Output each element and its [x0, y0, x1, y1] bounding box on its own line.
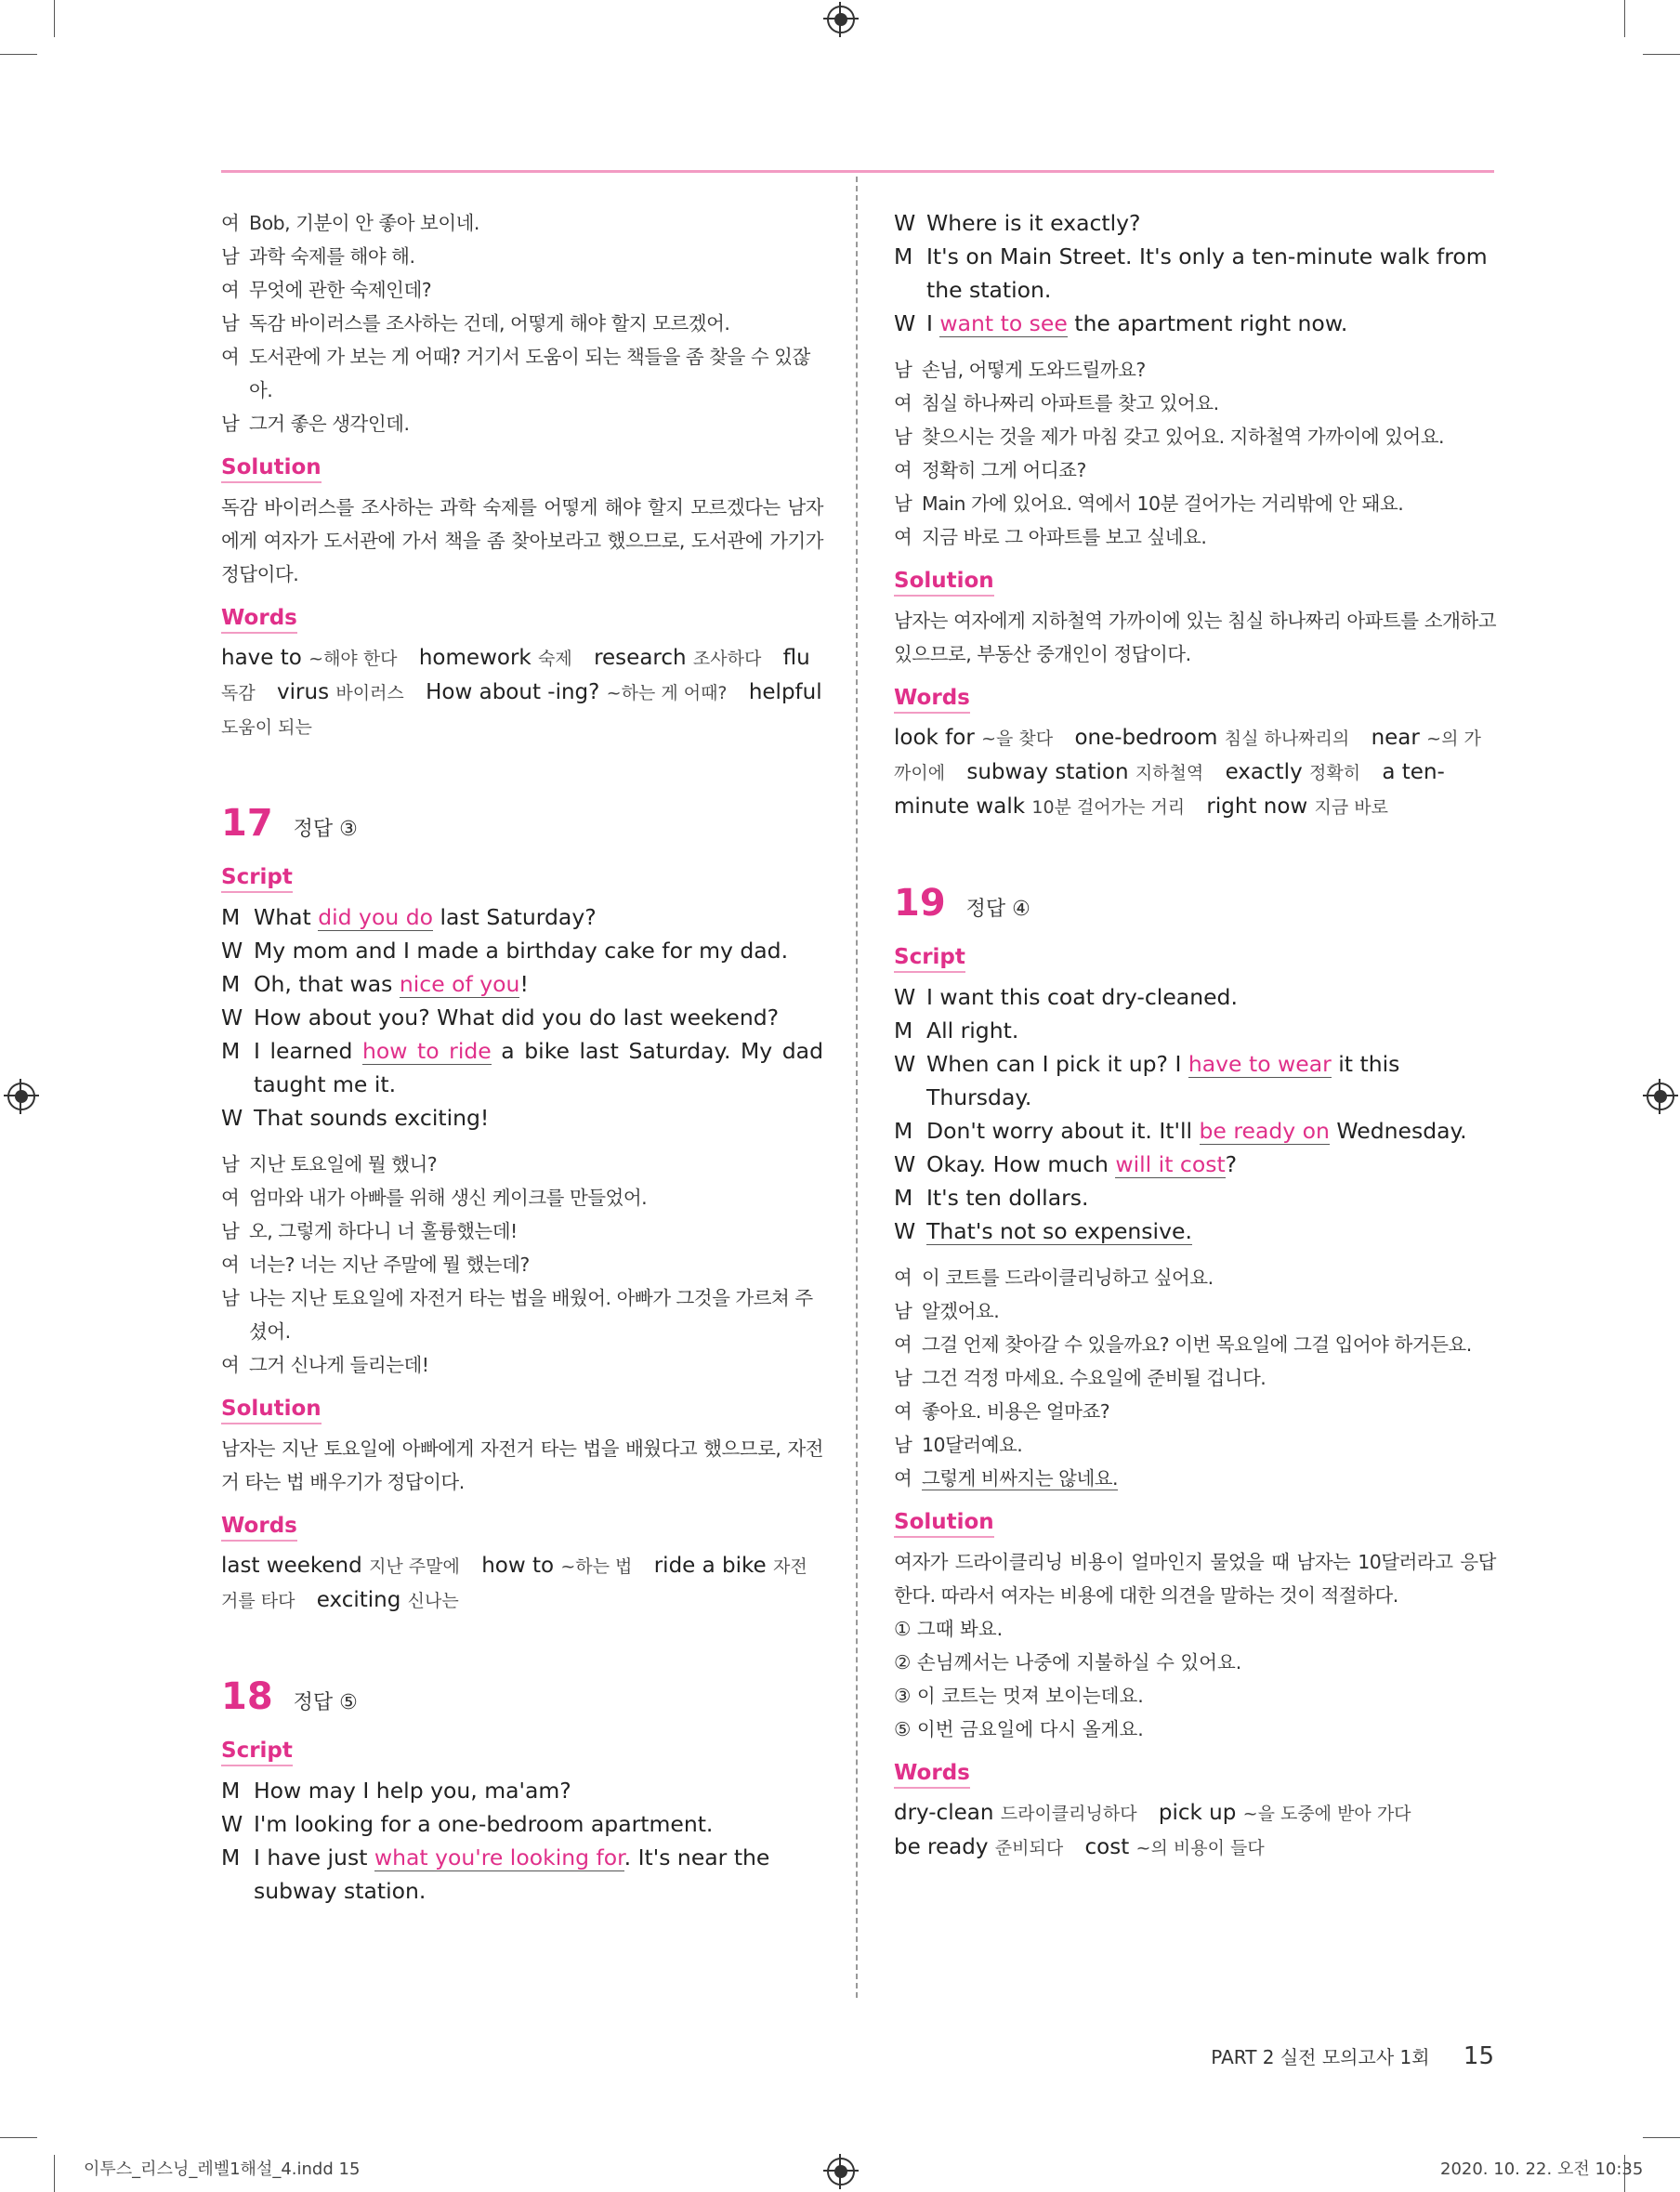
korean-line: 남 지난 토요일에 뭘 했니?: [221, 1153, 438, 1175]
q18-section-cont: [894, 206, 1496, 824]
q19-korean: [894, 1261, 1496, 1495]
option-list: [894, 1612, 1496, 1746]
script-line: W How about you? What did you do last weekend?: [221, 1004, 780, 1030]
answer-label: 정답 ⑤: [293, 1691, 358, 1714]
korean-line: 남 나는 지난 토요일에 자전거 타는 법을 배웠어. 아빠가 그것을 가르쳐 주셨어.: [221, 1287, 813, 1343]
korean-line: 남 손님, 어떻게 도와드릴까요?: [894, 359, 1146, 381]
words-list: dry-clean 드라이클리닝하다 pick up ~을 도중에 받아 가다 be ready 준비되다 cost ~의 비용이 들다: [894, 1801, 1411, 1859]
question-number: 18: [221, 1675, 273, 1718]
korean-line: 여 Bob, 기분이 안 좋아 보이네.: [221, 212, 479, 234]
crop-mark: [1624, 0, 1625, 37]
answer-label: 정답 ③: [293, 818, 358, 841]
registration-mark-icon: [1647, 1083, 1674, 1110]
korean-line: 남 10달러예요.: [894, 1434, 1023, 1456]
korean-line: 여 엄마와 내가 아빠를 위해 생신 케이크를 만들었어.: [221, 1187, 648, 1209]
korean-line: 여 정확히 그게 어디죠?: [894, 459, 1086, 481]
script-heading: Script: [221, 863, 293, 893]
crop-mark: [1643, 54, 1680, 55]
korean-line: 여 도서관에 가 보는 게 어때? 거기서 도움이 되는 책들을 좀 찾을 수 있잖아.: [221, 346, 810, 401]
q16-korean: [221, 206, 823, 440]
q17-script: [221, 900, 823, 1135]
words-list: look for ~을 찾다 one-bedroom 침실 하나짜리의 near ~의 가까이에 subway station 지하철역 exactly 정확히 a ten-minute walk 10분 걸어가는 거리 right now 지금 바로: [894, 726, 1481, 819]
korean-line: 남 찾으시는 것을 제가 마침 갖고 있어요. 지하철역 가까이에 있어요.: [894, 426, 1445, 448]
script-line: W That sounds exciting!: [221, 1105, 490, 1131]
solution-text: 독감 바이러스를 조사하는 과학 숙제를 어떻게 해야 할지 모르겠다는 남자에게 여자가 도서관에 가서 책을 좀 찾아보라고 했으므로, 도서관에 가기가 정답이다.: [221, 496, 823, 585]
korean-line: 여 이 코트를 드라이클리닝하고 싶어요.: [894, 1267, 1214, 1289]
crop-mark: [0, 54, 37, 55]
crop-mark: [0, 2137, 37, 2138]
korean-line: 남 독감 바이러스를 조사하는 건데, 어떻게 해야 할지 모르겠어.: [221, 312, 730, 335]
script-line: W I'm looking for a one-bedroom apartment.: [221, 1811, 714, 1837]
question-header: [221, 802, 823, 845]
script-line: W When can I pick it up? I have to wear it this Thursday.: [894, 1051, 1400, 1110]
solution-text: 남자는 여자에게 지하철역 가까이에 있는 침실 하나짜리 아파트를 소개하고 있으므로, 부동산 중개인이 정답이다.: [894, 610, 1496, 665]
script-line: W Where is it exactly?: [894, 210, 1141, 236]
words-heading: Words: [221, 604, 297, 634]
solution-heading: Solution: [221, 1395, 322, 1424]
solution-text: 남자는 지난 토요일에 아빠에게 자전거 타는 법을 배웠다고 했으므로, 자전거 타는 법 배우기가 정답이다.: [221, 1437, 823, 1493]
part-label: PART 2 실전 모의고사 1회: [1211, 2046, 1430, 2068]
answer-blank: That's not so expensive.: [926, 1218, 1192, 1244]
right-column: [894, 206, 1496, 1923]
left-column: [221, 206, 823, 1965]
solution-heading: Solution: [221, 453, 322, 483]
korean-line: 남 그건 걱정 마세요. 수요일에 준비될 겁니다.: [894, 1367, 1267, 1389]
words-heading: Words: [221, 1512, 297, 1542]
q18-script-cont: [894, 206, 1496, 340]
korean-line: 여 그렇게 비싸지는 않네요.: [894, 1467, 1119, 1490]
option-item: ⑤ 이번 금요일에 다시 올게요.: [894, 1718, 1144, 1740]
question-number: 19: [894, 882, 946, 925]
script-line: M What did you do last Saturday?: [221, 904, 597, 930]
script-line: M How may I help you, ma'am?: [221, 1778, 571, 1804]
solution-heading: Solution: [894, 1508, 994, 1538]
korean-line: 남 알겠어요.: [894, 1300, 1000, 1322]
question-number: 17: [221, 802, 273, 845]
script-line: W My mom and I made a birthday cake for my dad.: [221, 938, 789, 964]
column-divider: [856, 177, 858, 1998]
q17-korean: [221, 1148, 823, 1382]
q19-script: [894, 980, 1496, 1248]
words-list: have to ~해야 한다 homework 숙제 research 조사하다 flu 독감 virus 바이러스 How about -ing? ~하는 게 어때? helpful 도움이 되는: [221, 646, 822, 738]
korean-line: 여 무엇에 관한 숙제인데?: [221, 279, 432, 301]
top-rule: [221, 170, 1494, 173]
q18-section-start: [221, 1675, 823, 1908]
date-slug: 2020. 10. 22. 오전 10:35: [1440, 2159, 1644, 2179]
korean-line: 여 그거 신나게 들리는데!: [221, 1354, 429, 1376]
script-line: M Oh, that was nice of you!: [221, 971, 529, 997]
script-line: M It's on Main Street. It's only a ten-minute walk from the station.: [894, 243, 1488, 303]
script-line: W Okay. How much will it cost?: [894, 1151, 1238, 1177]
words-heading: Words: [894, 1759, 970, 1789]
question-header: [221, 1675, 823, 1718]
script-line: M I have just what you're looking for. It's near the subway station.: [221, 1844, 770, 1904]
script-line: M It's ten dollars.: [894, 1185, 1089, 1211]
registration-mark-icon: [827, 6, 855, 33]
words-list: last weekend 지난 주말에 how to ~하는 법 ride a bike 자전거를 타다 exciting 신나는: [221, 1554, 807, 1612]
solution-heading: Solution: [894, 567, 994, 597]
option-item: ③ 이 코트는 멋져 보이는데요.: [894, 1685, 1144, 1707]
korean-line: 남 그거 좋은 생각인데.: [221, 413, 410, 435]
q16-section: [221, 206, 823, 744]
crop-mark: [54, 2155, 55, 2192]
script-line: M I learned how to ride a bike last Saturday. My dad taught me it.: [221, 1038, 824, 1097]
page-footer: [1211, 2042, 1494, 2070]
korean-line: 여 그걸 언제 찾아갈 수 있을까요? 이번 목요일에 그걸 입어야 하거든요.: [894, 1333, 1472, 1356]
script-line: W That's not so expensive.: [894, 1218, 1192, 1244]
q19-section: [894, 882, 1496, 1865]
korean-line: 남 오, 그렇게 하다니 너 훌륭했는데!: [221, 1220, 518, 1242]
option-item: ② 손님께서는 나중에 지불하실 수 있어요.: [894, 1651, 1242, 1674]
q18-korean: [894, 353, 1496, 554]
script-line: M Don't worry about it. It'll be ready on Wednesday.: [894, 1118, 1467, 1144]
script-heading: Script: [221, 1737, 293, 1766]
words-heading: Words: [894, 684, 970, 714]
korean-line: 여 침실 하나짜리 아파트를 찾고 있어요.: [894, 392, 1219, 414]
answer-label: 정답 ④: [965, 898, 1030, 921]
file-slug: 이투스_리스닝_레벨1해설_4.indd 15: [84, 2159, 361, 2179]
script-line: W I want to see the apartment right now.: [894, 310, 1348, 336]
script-heading: Script: [894, 943, 965, 973]
option-item: ① 그때 봐요.: [894, 1618, 1004, 1640]
korean-line: 여 좋아요. 비용은 얼마죠?: [894, 1400, 1110, 1423]
q18-script: [221, 1774, 823, 1908]
script-line: W I want this coat dry-cleaned.: [894, 984, 1238, 1010]
page-number: 15: [1463, 2042, 1494, 2070]
korean-line: 남 과학 숙제를 해야 해.: [221, 245, 415, 268]
solution-text: 여자가 드라이클리닝 비용이 얼마인지 물었을 때 남자는 10달러라고 응답한다. 따라서 여자는 비용에 대한 의견을 말하는 것이 적절하다.: [894, 1551, 1496, 1607]
registration-mark-icon: [827, 2158, 855, 2185]
q17-section: [221, 802, 823, 1618]
question-header: [894, 882, 1496, 925]
korean-line: 여 지금 바로 그 아파트를 보고 싶네요.: [894, 526, 1207, 548]
korean-line: 여 너는? 너는 지난 주말에 뭘 했는데?: [221, 1254, 530, 1276]
registration-mark-icon: [7, 1083, 35, 1110]
crop-mark: [1643, 2137, 1680, 2138]
crop-mark: [54, 0, 55, 37]
script-line: M All right.: [894, 1017, 1019, 1043]
korean-line: 남 Main 가에 있어요. 역에서 10분 걸어가는 거리밖에 안 돼요.: [894, 492, 1404, 515]
